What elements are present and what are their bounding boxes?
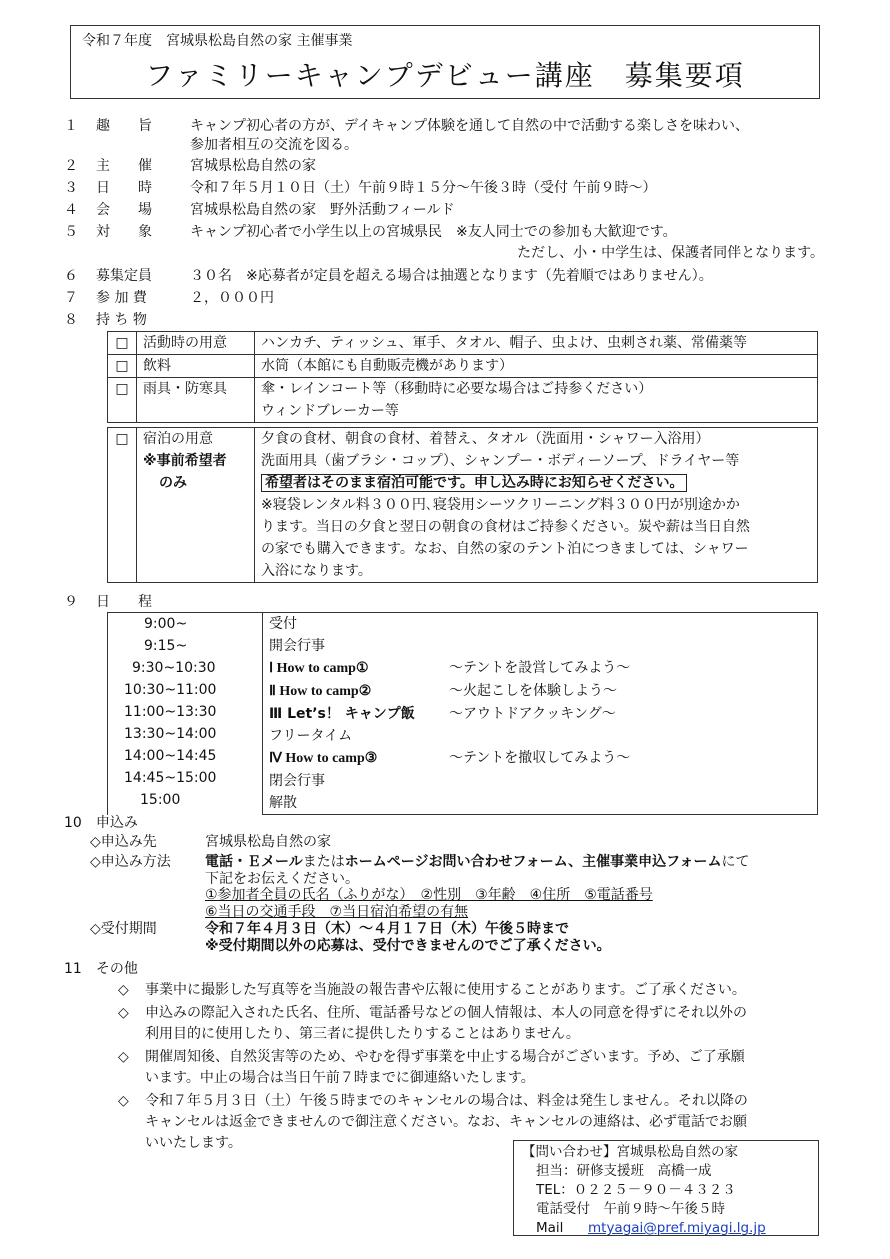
item-7-num: ７ xyxy=(64,290,78,306)
schedule-time: 9:00~ xyxy=(144,616,188,632)
apply-dest-value: 宮城県松島自然の家 xyxy=(205,834,331,850)
item-1-label: 趣 旨 xyxy=(96,118,152,134)
belonging-line: ります。当日の夕食と翌日の朝食の食材はご持参ください。炭や薪は当日自然 xyxy=(261,519,750,535)
schedule-times xyxy=(108,613,263,815)
belonging-line: ウィンドブレーカー等 xyxy=(261,403,399,419)
item-6-num: ６ xyxy=(64,268,78,284)
schedule-event: フリータイム xyxy=(269,728,353,744)
item-5-text: キャンプ初心者で小学生以上の宮城県民 ※友人同士での参加も大歓迎です。 xyxy=(190,224,677,240)
other-text: 申込みの際記入された氏名、住所、電話番号などの個人情報は、本人の同意を得ずにそれ以外の xyxy=(145,1005,747,1021)
schedule-sub: ～テントを設営してみよう～ xyxy=(449,660,631,676)
other-text: 利用目的に使用したり、第三者に提供したりすることはありません。 xyxy=(145,1026,580,1042)
item-5-num: ５ xyxy=(64,224,78,240)
item-9-num: ９ xyxy=(64,594,78,610)
other-text: キャンセルは返金できませんので御注意ください。なお、キャンセルの連絡は、必ず電話でお願 xyxy=(145,1114,747,1130)
item-6-text: ３０名 ※応募者が定員を超える場合は抽選となります（先着順ではありません）。 xyxy=(190,268,713,284)
apply-heading: 10 申込み xyxy=(64,815,138,831)
belonging-detail: 水筒（本館にも自動販売機があります） xyxy=(255,355,818,378)
item-2-text: 宮城県松島自然の家 xyxy=(190,158,316,174)
item-5-label: 対 象 xyxy=(96,224,152,240)
checkbox[interactable]: □ xyxy=(108,332,137,355)
checkbox[interactable]: □ xyxy=(108,428,137,583)
other-heading: 11 その他 xyxy=(64,961,138,977)
table-row xyxy=(108,428,818,583)
apply-method-label: ◇申込み方法 xyxy=(90,854,171,870)
schedule-event: 解散 xyxy=(269,795,297,811)
schedule-event: 閉会行事 xyxy=(269,773,325,789)
contact-person: 担当：研修支援班 高橋一成 xyxy=(536,1163,712,1179)
item-1-text: 参加者相互の交流を図る。 xyxy=(190,137,358,153)
schedule-time: 15:00 xyxy=(140,792,181,808)
schedule-sub: ～アウトドアクッキング～ xyxy=(449,706,616,722)
item-2-label: 主 催 xyxy=(96,158,152,174)
schedule-time: 13:30~14:00 xyxy=(124,726,217,742)
belonging-category-cell xyxy=(137,428,255,583)
item-4-label: 会 場 xyxy=(96,202,152,218)
apply-method-line: ⑥当日の交通手段 ⑦当日宿泊希望の有無 xyxy=(205,904,469,920)
item-3-num: ３ xyxy=(64,180,78,196)
bullet-icon: ◇ xyxy=(118,1093,129,1109)
schedule-event: Ⅲ Let’s！ キャンプ飯 xyxy=(269,706,415,722)
belonging-detail: ハンカチ、ティッシュ、軍手、タオル、帽子、虫よけ、虫刺され薬、常備薬等 xyxy=(255,332,818,355)
contact-title: 【問い合わせ】宮城県松島自然の家 xyxy=(522,1144,738,1160)
table-row xyxy=(108,378,818,423)
schedule-time: 14:00~14:45 xyxy=(124,748,217,764)
belonging-category: 活動時の用意 xyxy=(137,332,255,355)
apply-period-note: ※受付期間以外の応募は、受付できませんのでご了承ください。 xyxy=(205,938,611,954)
table-row xyxy=(108,332,818,355)
apply-period: 令和７年４月３日（木）～４月１７日（木）午後５時まで xyxy=(205,921,569,937)
schedule-event: Ⅰ How to camp① xyxy=(269,661,369,676)
belonging-category: 宿泊の用意 xyxy=(143,431,213,447)
item-8-num: ８ xyxy=(64,312,78,328)
item-7-text: ２，０００円 xyxy=(190,290,274,306)
belonging-line: ※寝袋レンタル料３００円､寝袋用シーツクリーニング料３００円が別途かか xyxy=(261,497,740,513)
checkbox[interactable]: □ xyxy=(108,355,137,378)
table-row xyxy=(108,613,818,815)
belonging-note: ※事前希望者 xyxy=(143,453,227,469)
schedule-event: Ⅱ How to camp② xyxy=(269,684,372,699)
item-3-text: 令和７年５月１０日（土）午前９時１５分～午後３時（受付 午前９時～） xyxy=(190,180,657,196)
apply-method-line: 電話・Ｅメールまたはホームページお問い合わせフォーム、主催事業申込フォームにて xyxy=(205,854,750,870)
schedule-time: 14:45~15:00 xyxy=(124,770,217,786)
mail-label: Mail xyxy=(536,1220,564,1236)
checkbox[interactable]: □ xyxy=(108,378,137,423)
other-text: 令和７年５月３日（土）午後５時までのキャンセルの場合は、料金は発生しません。それ以降の xyxy=(145,1093,748,1109)
bullet-icon: ◇ xyxy=(118,982,129,998)
item-3-label: 日 時 xyxy=(96,180,152,196)
schedule-time: 9:30~10:30 xyxy=(132,660,216,676)
belonging-note: のみ xyxy=(159,475,187,491)
header-subtitle: 令和７年度 宮城県松島自然の家 主催事業 xyxy=(82,33,353,49)
belonging-line: 夕食の食材、朝食の食材、着替え、タオル（洗面用・シャワー入浴用） xyxy=(261,431,710,447)
item-1-text: キャンプ初心者の方が、デイキャンプ体験を通して自然の中で活動する楽しさを味わい、 xyxy=(190,118,750,134)
apply-period-label: ◇受付期間 xyxy=(90,921,157,937)
item-5-text: ただし、小・中学生は、保護者同伴となります。 xyxy=(517,245,824,261)
belonging-category: 雨具・防寒具 xyxy=(137,378,255,423)
bullet-icon: ◇ xyxy=(118,1005,129,1021)
schedule-table xyxy=(107,612,818,815)
belonging-line: 洗面用具（歯ブラシ・コップ）、シャンプー・ボディーソープ、ドライヤー等 xyxy=(261,453,740,469)
schedule-events xyxy=(263,613,818,815)
other-text: 事業中に撮影した写真等を当施設の報告書や広報に使用することがあります。ご了承ください。 xyxy=(145,982,746,998)
stay-highlight: 希望者はそのまま宿泊可能です。申し込み時にお知らせください。 xyxy=(261,474,687,492)
belonging-detail xyxy=(255,428,818,583)
belonging-line: 入浴になります。 xyxy=(261,563,372,579)
schedule-time: 11:00~13:30 xyxy=(124,704,217,720)
contact-tel: TEL：０２２５－９０－４３２３ xyxy=(536,1182,736,1198)
apply-dest-label: ◇申込み先 xyxy=(90,834,157,850)
apply-method-line: ①参加者全員の氏名（ふりがな） ②性別 ③年齢 ④住所 ⑤電話番号 xyxy=(205,887,653,903)
schedule-time: 9:15~ xyxy=(144,638,188,654)
belonging-line: 傘・レインコート等（移動時に必要な場合はご持参ください） xyxy=(261,381,653,397)
contact-hours: 電話受付 午前９時～午後５時 xyxy=(536,1201,725,1217)
page-title: ファミリーキャンプデビュー講座 募集要項 xyxy=(145,59,745,92)
belonging-line: の家でも購入できます。なお、自然の家のテント泊につきましては、シャワー xyxy=(261,541,749,557)
belongings-table xyxy=(107,331,818,583)
item-4-text: 宮城県松島自然の家 野外活動フィールド xyxy=(190,202,455,218)
schedule-event: Ⅳ How to camp③ xyxy=(269,751,378,766)
contact-box xyxy=(513,1140,819,1236)
item-8-label: 持 ち 物 xyxy=(96,312,147,328)
item-6-label: 募集定員 xyxy=(96,268,152,284)
schedule-sub: ～テントを撤収してみよう～ xyxy=(449,750,631,766)
apply-method-line: 下記をお伝えください。 xyxy=(205,871,359,887)
schedule-event: 開会行事 xyxy=(269,638,325,654)
table-row xyxy=(108,355,818,378)
item-9-label: 日 程 xyxy=(96,594,152,610)
belonging-detail xyxy=(255,378,818,423)
item-4-num: ４ xyxy=(64,202,78,218)
schedule-event: 受付 xyxy=(269,616,297,632)
schedule-time: 10:30~11:00 xyxy=(124,682,217,698)
item-7-label: 参 加 費 xyxy=(96,290,147,306)
item-2-num: ２ xyxy=(64,158,78,174)
schedule-sub: ～火起こしを体験しよう～ xyxy=(449,683,617,699)
item-1-num: １ xyxy=(64,118,78,134)
other-text: いいたします。 xyxy=(145,1135,242,1151)
bullet-icon: ◇ xyxy=(118,1049,129,1065)
belonging-category: 飲料 xyxy=(137,355,255,378)
other-text: います。中止の場合は当日午前７時までに御連絡いたします。 xyxy=(145,1070,535,1086)
mail-link[interactable]: mtyagai@pref.miyagi.lg.jp xyxy=(588,1220,766,1236)
other-text: 開催周知後、自然災害等のため、やむを得ず事業を中止する場合がございます。予め、ご了承願 xyxy=(145,1049,745,1065)
